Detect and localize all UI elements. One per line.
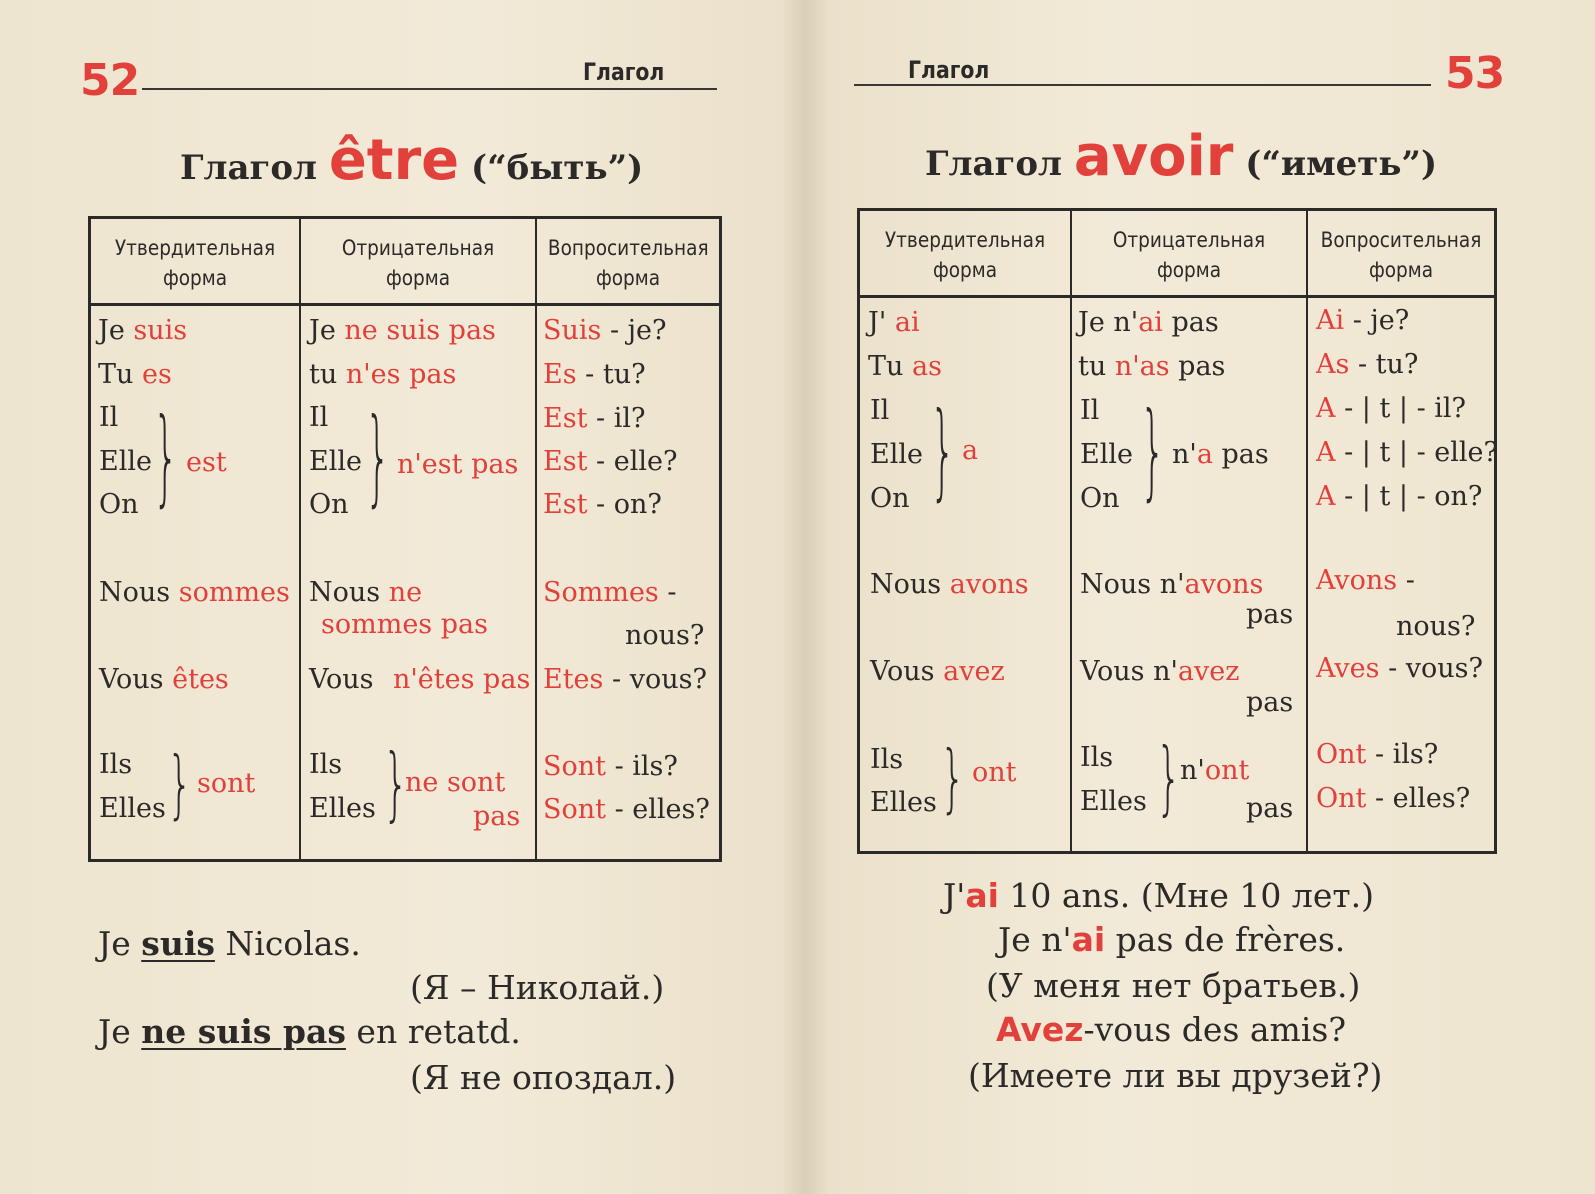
aff-ils-verb: ont <box>972 757 1017 788</box>
example-translation: (Имеете ли вы друзей?) <box>968 1056 1383 1095</box>
int-row: A - | t | - il? <box>1316 393 1467 424</box>
column-divider <box>1070 211 1072 851</box>
neg-ils-verb-pas: pas <box>473 801 521 832</box>
neg-elle: Elle <box>1080 439 1133 470</box>
int-row-cont: nous? <box>1396 611 1476 642</box>
title-translation: (“быть”) <box>471 148 644 188</box>
neg-nous-pas: pas <box>1246 599 1294 630</box>
aff-tu: Tu es <box>98 359 172 390</box>
int-row: Sommes - <box>543 577 677 608</box>
page-title <box>180 128 643 193</box>
aff-ils-verb: sont <box>197 768 256 799</box>
aff-on: On <box>870 483 910 514</box>
neg-il-verb: n'est pas <box>397 449 519 480</box>
int-row: Ont - elles? <box>1316 783 1471 814</box>
neg-tu: tu n'as pas <box>1078 351 1226 382</box>
header-negative: Отрицательная форма <box>341 236 495 290</box>
neg-il-verb: n'a pas <box>1172 439 1269 470</box>
example-translation: (У меня нет братьев.) <box>986 966 1361 1005</box>
neg-ils-verb: n'ont <box>1180 755 1250 786</box>
header-divider <box>860 295 1494 298</box>
neg-je: Je ne suis pas <box>309 315 496 346</box>
neg-il: Il <box>309 402 329 433</box>
int-row: Avons - <box>1316 565 1415 596</box>
example-sentence: Je n'ai pas de frères. <box>998 920 1346 959</box>
aff-vous: Vous êtes <box>99 664 229 695</box>
title-verb: être <box>328 128 460 193</box>
aff-nous: Nous sommes <box>99 577 290 608</box>
int-row: Sont - elles? <box>543 794 710 825</box>
page-number: 53 <box>1445 48 1505 99</box>
aff-elle: Elle <box>870 439 923 470</box>
int-row-cont: nous? <box>625 620 705 651</box>
neg-ils: Ils <box>1080 742 1114 773</box>
neg-nous: Nous ne <box>309 577 423 608</box>
neg-ils-verb: ne sont <box>405 767 506 798</box>
int-row: As - tu? <box>1316 349 1419 380</box>
int-row: Etes - vous? <box>543 664 707 695</box>
neg-ils-pas: pas <box>1246 793 1294 824</box>
header-negative: Отрицательная форма <box>1112 228 1266 282</box>
header-rule <box>854 84 1431 86</box>
aff-il: Il <box>870 395 890 426</box>
example-sentence: Avez-vous des amis? <box>996 1010 1347 1049</box>
page-right <box>800 0 1595 1194</box>
brace: } <box>930 393 956 513</box>
aff-on: On <box>99 489 139 520</box>
title-prefix: Глагол <box>180 148 317 188</box>
brace: } <box>153 399 179 519</box>
title-verb: avoir <box>1073 124 1234 189</box>
aff-je: Je suis <box>98 315 188 346</box>
neg-vous: Vous <box>309 664 374 695</box>
aff-elles: Elles <box>870 787 937 818</box>
int-row: Es - tu? <box>543 359 646 390</box>
int-row: Est - on? <box>543 489 662 520</box>
neg-il: Il <box>1080 395 1100 426</box>
header-interrogative: Вопросительная форма <box>1320 228 1482 282</box>
int-row: A - | t | - elle? <box>1316 437 1498 468</box>
neg-on: On <box>309 489 349 520</box>
example-sentence: Je ne suis pas en retatd. <box>98 1012 521 1051</box>
example-sentence: J'ai 10 ans. (Мне 10 лет.) <box>943 876 1374 915</box>
header-divider <box>91 303 719 306</box>
int-row: Ai - je? <box>1316 305 1410 336</box>
title-prefix: Глагол <box>925 144 1062 184</box>
neg-nous: Nous n'avons <box>1080 569 1264 600</box>
neg-vous-verb: n'êtes pas <box>393 664 531 695</box>
aff-ils: Ils <box>870 744 904 775</box>
column-divider <box>299 219 301 859</box>
neg-ils: Ils <box>309 749 343 780</box>
neg-vous: Vous n'avez <box>1080 656 1240 687</box>
neg-tu: tu n'es pas <box>309 359 457 390</box>
running-head: Глагол <box>908 56 990 84</box>
int-row: Sont - ils? <box>543 751 678 782</box>
aff-nous: Nous avons <box>870 569 1029 600</box>
neg-elles: Elles <box>309 793 376 824</box>
brace: } <box>167 743 193 829</box>
brace: } <box>1140 393 1166 513</box>
example-translation: (Я не опоздал.) <box>410 1058 677 1097</box>
int-row: Est - elle? <box>543 446 678 477</box>
neg-vous-pas: pas <box>1246 687 1294 718</box>
running-head: Глагол <box>583 58 665 86</box>
int-row: Ont - ils? <box>1316 739 1439 770</box>
header-rule <box>142 88 717 90</box>
header-interrogative: Вопросительная форма <box>547 236 709 290</box>
neg-elles: Elles <box>1080 786 1147 817</box>
aff-je: J' ai <box>868 307 920 338</box>
column-divider <box>1306 211 1308 851</box>
neg-elle: Elle <box>309 446 362 477</box>
brace: } <box>940 737 966 823</box>
aff-elles: Elles <box>99 793 166 824</box>
aff-il: Il <box>99 402 119 433</box>
int-row: Est - il? <box>543 403 646 434</box>
title-translation: (“иметь”) <box>1245 144 1438 184</box>
example-translation: (Я – Николай.) <box>410 968 665 1007</box>
page-title <box>925 124 1437 189</box>
aff-elle: Elle <box>99 446 152 477</box>
int-row: A - | t | - on? <box>1316 481 1483 512</box>
int-row: Aves - vous? <box>1316 653 1484 684</box>
aff-il-verb: est <box>186 447 227 478</box>
example-sentence: Je suis Nicolas. <box>98 924 361 963</box>
brace: } <box>1156 733 1182 825</box>
brace: } <box>365 399 391 519</box>
column-divider <box>535 219 537 859</box>
conjugation-table <box>88 216 722 862</box>
aff-il-verb: a <box>962 435 979 466</box>
neg-je: Je n'ai pas <box>1078 307 1219 338</box>
page-number: 52 <box>80 55 140 106</box>
page-left <box>0 0 795 1194</box>
neg-on: On <box>1080 483 1120 514</box>
aff-ils: Ils <box>99 749 133 780</box>
int-row: Suis - je? <box>543 315 667 346</box>
header-affirmative: Утвердительная форма <box>114 236 276 290</box>
neg-nous-verb: sommes pas <box>321 609 488 640</box>
conjugation-table <box>857 208 1497 854</box>
header-affirmative: Утвердительная форма <box>884 228 1046 282</box>
aff-vous: Vous avez <box>870 656 1005 687</box>
brace: } <box>383 739 409 831</box>
aff-tu: Tu as <box>868 351 942 382</box>
